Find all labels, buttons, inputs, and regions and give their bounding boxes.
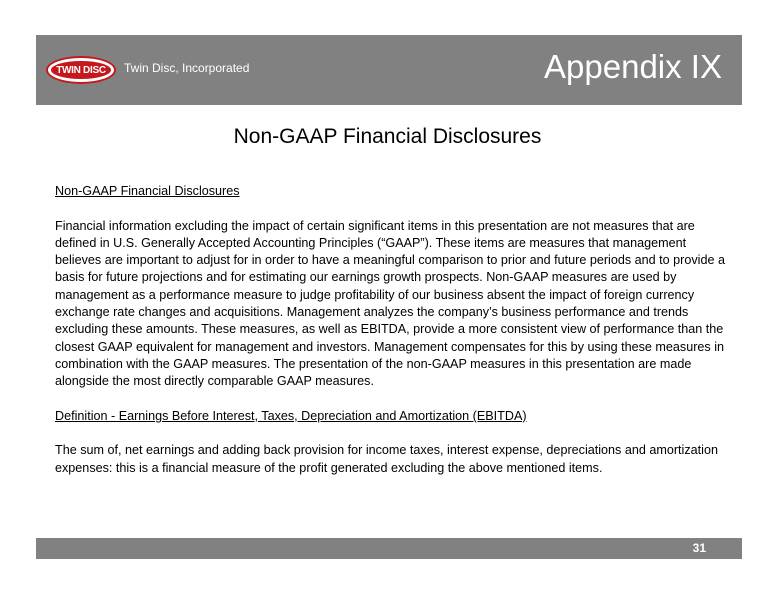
spacer [55,391,735,408]
spacer [55,425,735,442]
page-number: 31 [692,541,706,555]
logo-emblem [51,61,111,79]
appendix-title: Appendix IX [544,48,722,85]
spacer [55,200,735,217]
footer-bar [36,538,742,559]
section-heading-ebitda: Definition - Earnings Before Interest, Taxes, Depreciation and Amortization (EBITDA) [55,408,527,423]
logo-text: TWIN DISC [56,64,106,76]
section-body-ebitda: The sum of, net earnings and adding back provision for income taxes, interest expense, depreciations and amortization expenses: this is a financial measure of the profit generated excluding the above mentioned items. [55,443,718,475]
page-title: Non-GAAP Financial Disclosures [233,125,542,148]
company-name: Twin Disc, Incorporated [124,61,250,75]
twin-disc-logo [46,56,116,84]
content-body [55,183,735,477]
section-body-non-gaap: Financial information excluding the impact of certain significant items in this presentation are not measures that are defined in U.S. Generally Accepted Accounting Principles (“GAAP”). These items are measures that management believes are important to adjust for in order to have a meaningful comparison to prior and future periods and to provide a basis for future projections and for estimating our earnings growth prospects. Non-GAAP measures are used by management as a performance measure to judge profitability of our business absent the impact of foreign currency exchange rate changes and acquisitions. Management analyzes the company’s business performance and trends excluding these amounts. These measures, as well as EBITDA, provide a more consistent view of performance than the closest GAAP equivalent for management and investors. Management compensates for this by using these measures in combination with the GAAP measures. The presentation of the non-GAAP measures in this presentation are made alongside the most directly comparable GAAP measures. [55,218,725,389]
header-bar [36,35,742,105]
section-heading-non-gaap: Non-GAAP Financial Disclosures [55,184,240,198]
